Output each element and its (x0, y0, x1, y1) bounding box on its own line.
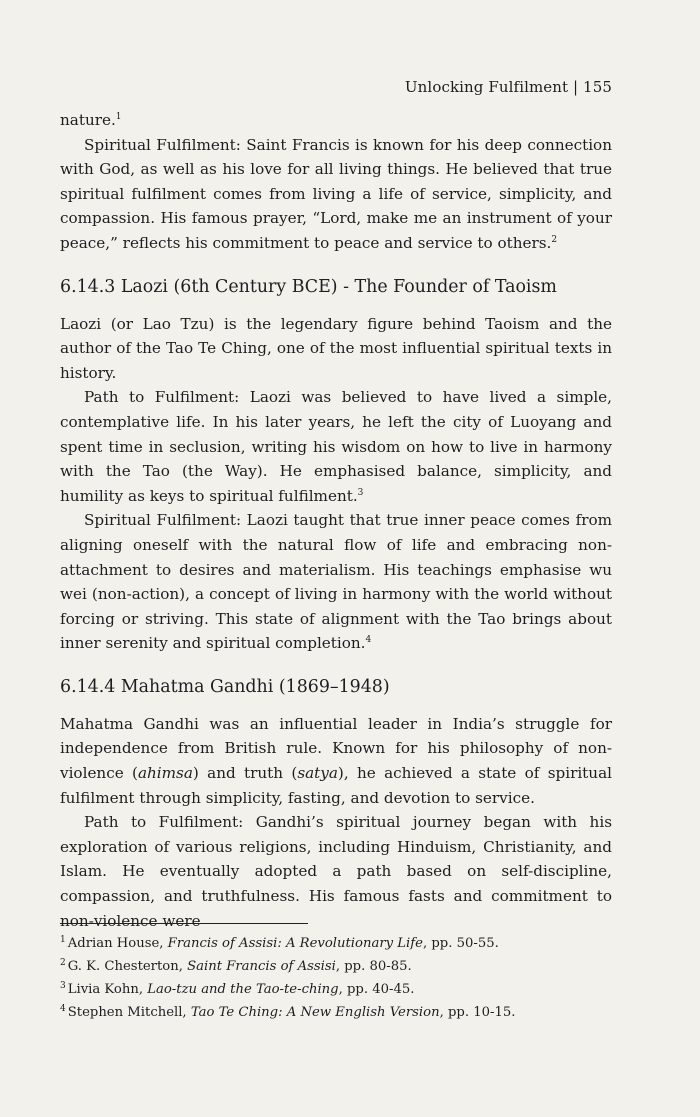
body-text (60, 108, 612, 933)
footnote-title: Francis of Assisi: A Revolutionary Life (167, 936, 423, 951)
paragraph-gandhi-path (60, 810, 612, 933)
section-heading-gandhi: 6.14.4 Mahatma Gandhi (1869–1948) (60, 676, 390, 697)
footnote-number: 2 (60, 958, 66, 968)
footnote-title: Lao-tzu and the Tao-te-ching (147, 982, 339, 997)
footnote-number: 1 (60, 935, 66, 945)
paragraph-text: Path to Fulfilment: Gandhi’s spiritual journey began with his exploration of various religions, including Hinduism, Christianity, and Islam. He eventually adopted a path based on self-discipline, compassion, and truthfulness. His famous fasts and commitment to non-violence were (60, 813, 612, 930)
italic-term-satya: satya (297, 764, 338, 783)
footnote-title: Saint Francis of Assisi (187, 959, 336, 974)
paragraph-text: Mahatma Gandhi was an influential leader in India’s struggle for independence from British rule. Known for his philosophy of non-violence ( (60, 714, 612, 783)
footnote-author: Livia Kohn, (67, 982, 148, 997)
section-heading-laozi: 6.14.3 Laozi (6th Century BCE) - The Founder of Taoism (60, 276, 557, 297)
running-head: Unlocking Fulfilment | 155 (404, 78, 612, 96)
footnote-author: Stephen Mitchell, (67, 1005, 191, 1020)
paragraph-francis-spiritual (60, 133, 612, 256)
footnote-number: 4 (60, 1004, 66, 1014)
footnote-pages: , pp. 10-15. (439, 1005, 516, 1020)
paragraph-text: Path to Fulfilment: Laozi was believed to have lived a simple, contemplative life. In his later years, he left the city of Luoyang and spent time in seclusion, writing his wisdom on how to live in harmony with the Tao (the Way). He emphasised balance, simplicity, and humility as keys to spiritual fulfilment. (60, 388, 612, 505)
footnote-divider (60, 923, 308, 924)
paragraph-text: Spiritual Fulfilment: Laozi taught that true inner peace comes from aligning oneself with the natural flow of life and embracing non-attachment to desires and materialism. His teachings emphasise wu wei (non-action), a concept of living in harmony with the world without forcing or striving. This state of alignment with the Tao brings about inner serenity and spiritual completion. (60, 511, 612, 653)
footnote-author: Adrian House, (67, 936, 168, 951)
footnote-title: Tao Te Ching: A New English Version (190, 1005, 440, 1020)
paragraph-text: ) and truth ( (192, 764, 298, 783)
paragraph-text: Spiritual Fulfilment: Saint Francis is known for his deep connection with God, as well as his love for all living things. He believed that true spiritual fulfilment comes from living a life of service, simplicity, and compassion. His famous prayer, “Lord, make me an instrument of your peace,” reflects his commitment to peace and service to others. (60, 135, 612, 252)
footnote-pages: , pp. 50-55. (422, 936, 499, 951)
footnote-author: G. K. Chesterton, (67, 959, 188, 974)
footnote-ref-3[interactable]: 3 (357, 487, 364, 498)
footnote-ref-4[interactable]: 4 (365, 635, 372, 646)
footnotes (60, 932, 620, 1024)
footnote-number: 3 (60, 981, 66, 991)
paragraph-laozi-intro (60, 312, 612, 386)
paragraph-laozi-path (60, 385, 612, 508)
footnote-ref-2[interactable]: 2 (551, 234, 558, 245)
paragraph-gandhi-intro (60, 712, 612, 810)
footnote-3 (60, 978, 620, 1001)
footnote-4 (60, 1001, 620, 1024)
paragraph-text: Laozi (or Lao Tzu) is the legendary figure behind Taoism and the author of the Tao Te Ching, one of the most influential spiritual texts in history. (60, 314, 612, 382)
footnote-1 (60, 932, 620, 955)
footnote-pages: , pp. 40-45. (338, 982, 415, 997)
paragraph-continuation (60, 108, 612, 133)
footnote-ref-1[interactable]: 1 (115, 112, 122, 122)
italic-term-ahimsa: ahimsa (137, 764, 193, 783)
paragraph-text: ), he achieved a state of spiritual fulfilment through simplicity, fasting, and devotion to service. (60, 764, 612, 807)
footnote-2 (60, 955, 620, 978)
paragraph-laozi-spiritual (60, 508, 612, 656)
footnote-pages: , pp. 80-85. (335, 959, 412, 974)
paragraph-text: nature. (60, 111, 116, 129)
